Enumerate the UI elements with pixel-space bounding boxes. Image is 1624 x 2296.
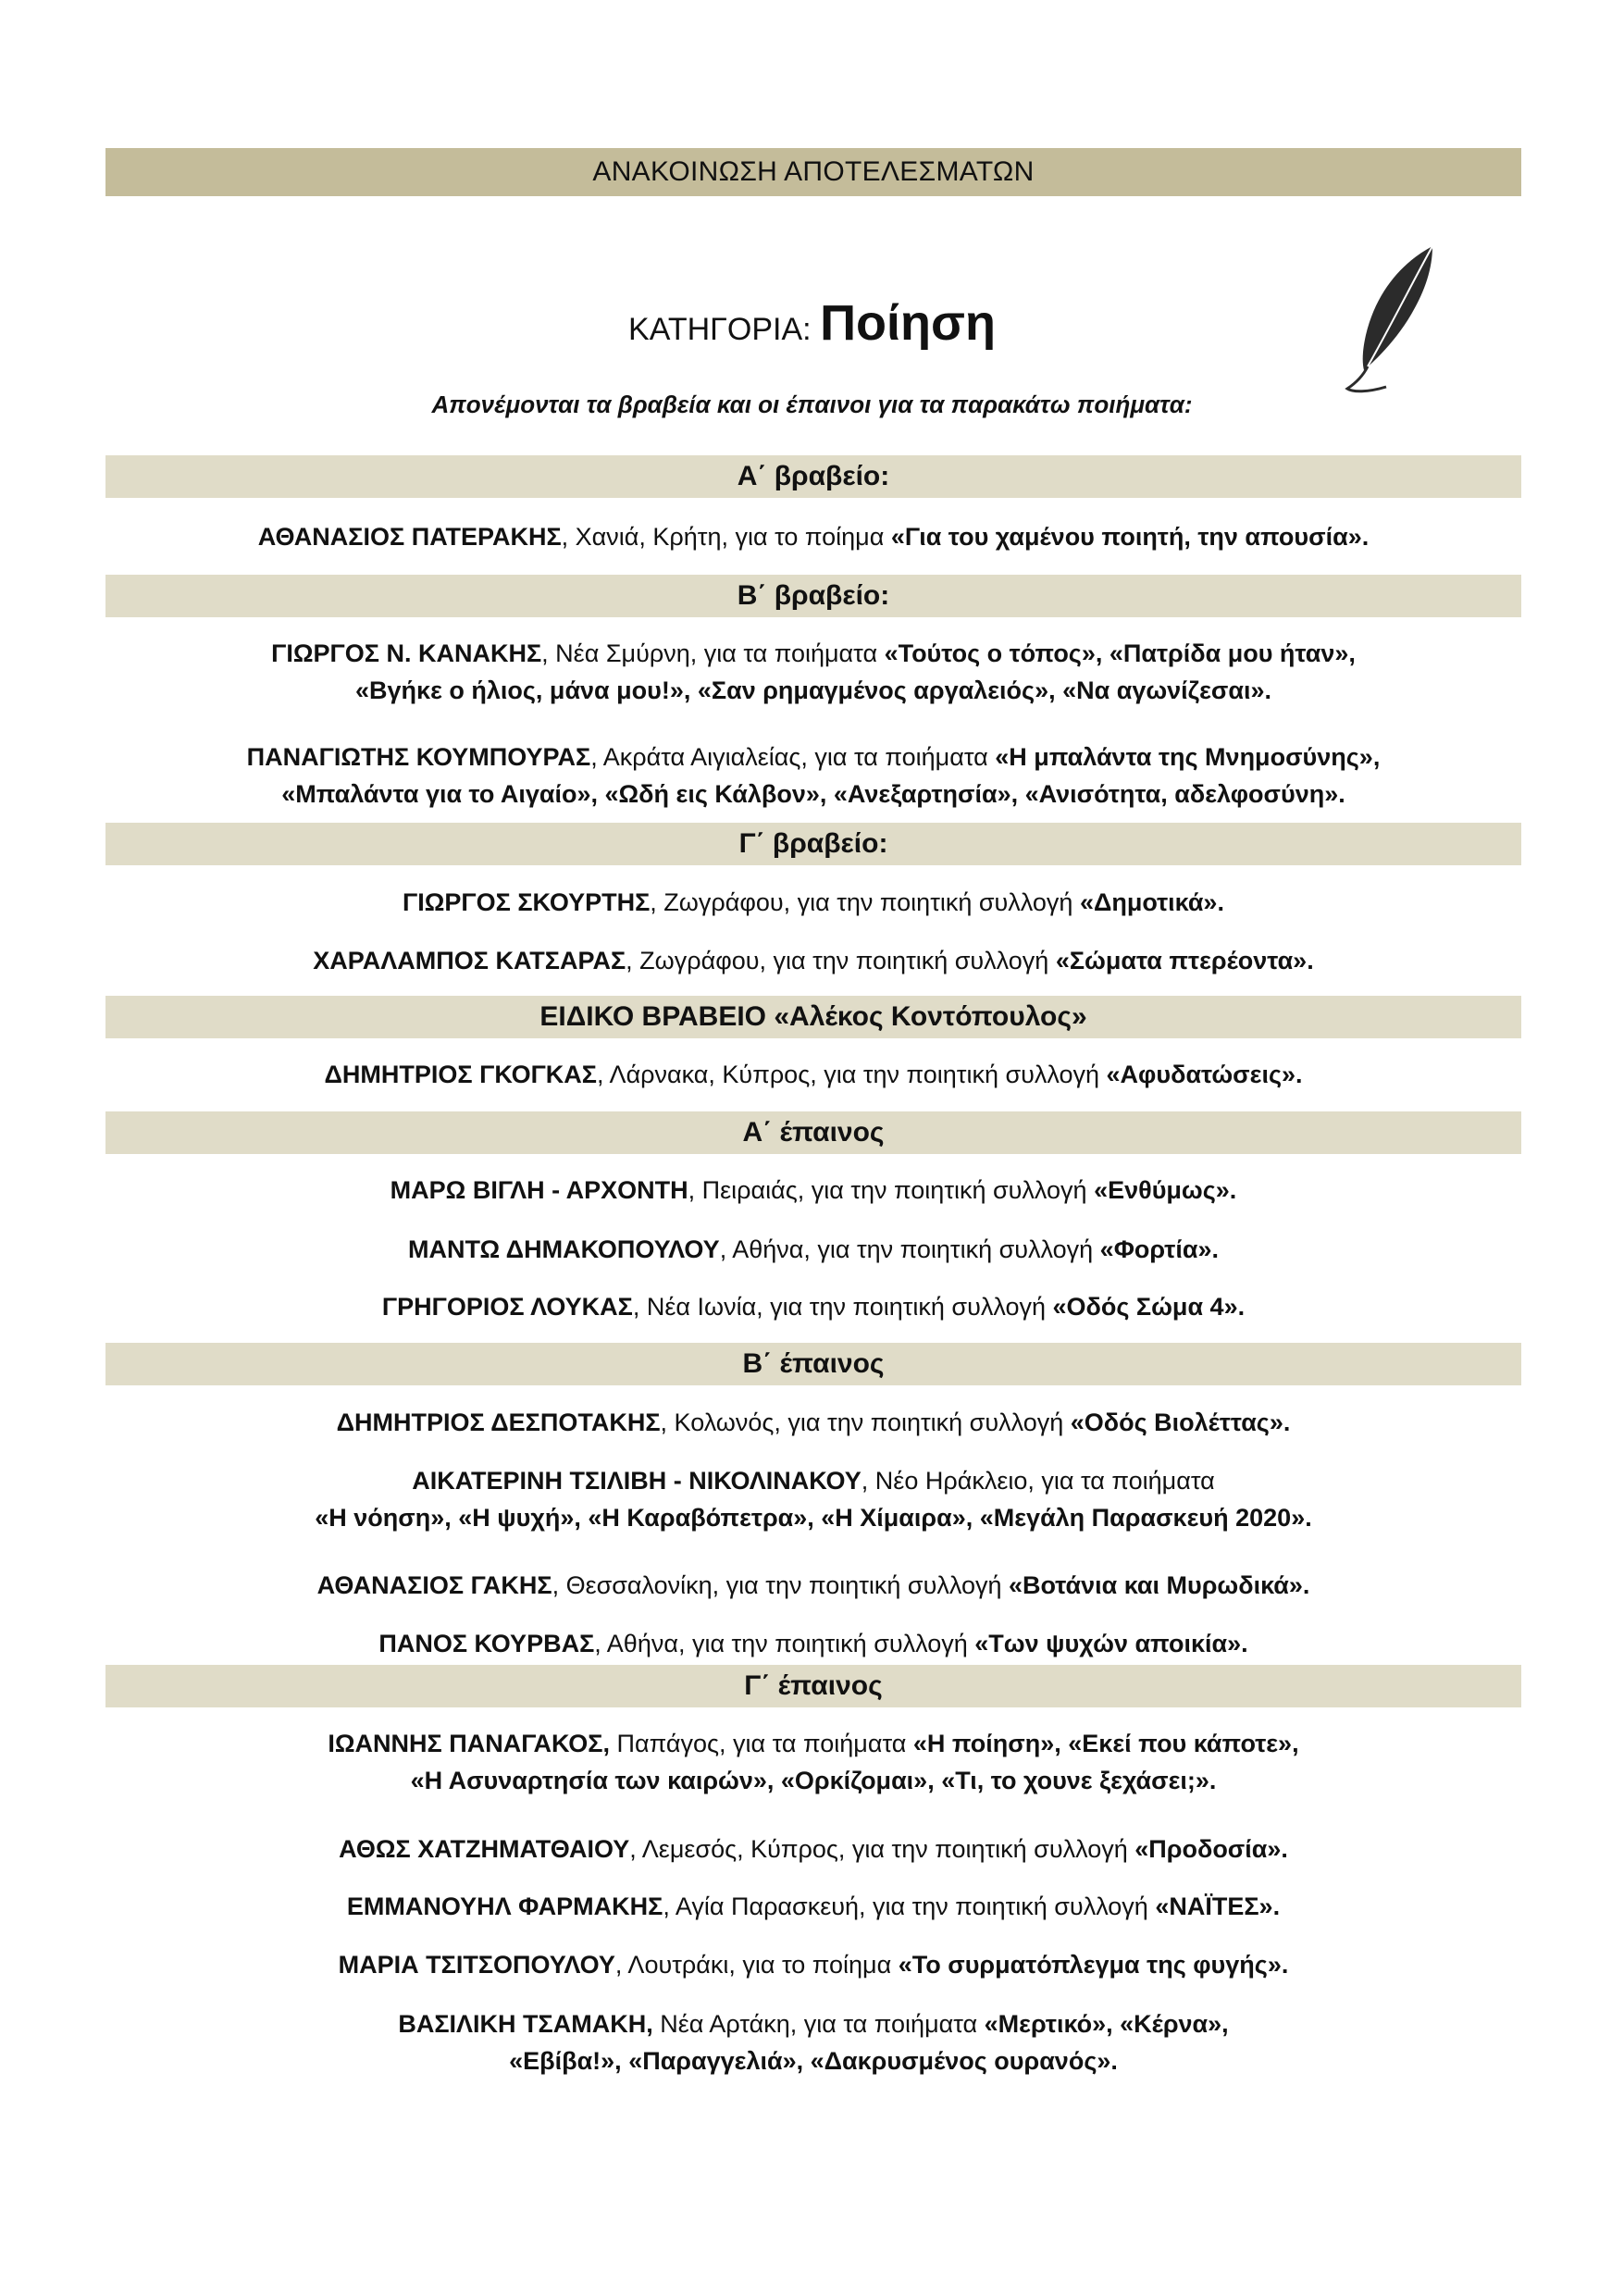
work-titles: «Για του χαμένου ποιητή, την απουσία». <box>890 523 1370 551</box>
winner-name: ΔΗΜΗΤΡΙΟΣ ΔΕΣΠΟΤΑΚΗΣ <box>336 1409 661 1436</box>
work-titles: «Οδός Βιολέττας». <box>1070 1409 1291 1436</box>
category-name: Ποίηση <box>820 295 996 351</box>
entry-line <box>105 2042 1521 2079</box>
section-header <box>105 1111 1521 1154</box>
section-header <box>105 575 1521 617</box>
award-entry <box>105 635 1521 709</box>
award-entry <box>105 1231 1521 1268</box>
award-entry <box>105 1288 1521 1325</box>
work-titles: «Τούτος ο τόπος», «Πατρίδα μου ήταν», <box>884 639 1356 667</box>
category-label: ΚΑΤΗΓΟΡΙΑ: <box>628 312 812 347</box>
work-titles: «Σώματα πτερέοντα». <box>1055 947 1314 974</box>
work-titles: «Μπαλάντα για το Αιγαίο», «Ωδή εις Κάλβον», «Ανεξαρτησία», «Ανισότητα, αδελφοσύνη». <box>281 780 1345 808</box>
section-title: Γ΄ έπαινος <box>744 1670 883 1701</box>
entry-details: , Νέα Ιωνία, για την ποιητική συλλογή <box>632 1293 1053 1321</box>
award-entry <box>105 1946 1521 1983</box>
entry-details: , Νέα Σμύρνη, για τα ποιήματα <box>541 639 885 667</box>
work-titles: «Αφυδατώσεις». <box>1106 1061 1303 1088</box>
entry-line <box>105 1762 1521 1799</box>
entry-details: , Ακράτα Αιγιαλείας, για τα ποιήματα <box>590 743 996 771</box>
winner-name: ΑΘΑΝΑΣΙΟΣ ΠΑΤΕΡΑΚΗΣ <box>257 523 562 551</box>
section-header <box>105 823 1521 865</box>
award-entry <box>105 1725 1521 1799</box>
work-titles: «Δημοτικά». <box>1079 888 1224 916</box>
award-entry <box>105 2005 1521 2079</box>
winner-name: ΠΑΝΟΣ ΚΟΥΡΒΑΣ <box>378 1630 595 1657</box>
entry-line <box>105 1725 1521 1762</box>
winner-name: ΧΑΡΑΛΑΜΠΟΣ ΚΑΤΣΑΡΑΣ <box>313 947 626 974</box>
entry-details: , Λάρνακα, Κύπρος, για την ποιητική συλλογή <box>597 1061 1107 1088</box>
entry-line <box>105 1172 1521 1209</box>
entry-line <box>105 635 1521 672</box>
award-entry <box>105 1888 1521 1925</box>
entry-details: , Κολωνός, για την ποιητική συλλογή <box>660 1409 1071 1436</box>
header-banner <box>105 148 1521 196</box>
award-entry <box>105 1831 1521 1868</box>
entry-line <box>105 1946 1521 1983</box>
entry-line <box>105 884 1521 921</box>
winner-name: ΜΑΡΙΑ ΤΣΙΤΣΟΠΟΥΛΟΥ <box>338 1951 615 1979</box>
work-titles: «ΝΑΪΤΕΣ». <box>1155 1893 1281 1920</box>
entry-details: , Ζωγράφου, για την ποιητική συλλογή <box>650 888 1080 916</box>
section-header <box>105 996 1521 1038</box>
award-entry <box>105 942 1521 979</box>
entry-line <box>105 672 1521 709</box>
winner-name: ΓΙΩΡΓΟΣ ΣΚΟΥΡΤΗΣ <box>403 888 651 916</box>
entry-line <box>105 1462 1521 1499</box>
section-title: ΕΙΔΙΚΟ ΒΡΑΒΕΙΟ «Αλέκος Κοντόπουλος» <box>539 1001 1087 1032</box>
entry-details: , Χανιά, Κρήτη, για το ποίημα <box>561 523 891 551</box>
entry-details: , Θεσσαλονίκη, για την ποιητική συλλογή <box>552 1571 1009 1599</box>
page-title: ΑΝΑΚΟΙΝΩΣΗ ΑΠΟΤΕΛΕΣΜΑΤΩΝ <box>592 156 1035 187</box>
work-titles: «Η ποίηση», «Εκεί που κάποτε», <box>912 1730 1299 1757</box>
section-title: Β΄ βραβείο: <box>737 580 890 611</box>
work-titles: «Οδός Σώμα 4». <box>1052 1293 1246 1321</box>
entry-details: Παπάγος, για τα ποιήματα <box>610 1730 913 1757</box>
work-titles: «Φορτία». <box>1099 1235 1219 1263</box>
entry-line <box>105 1888 1521 1925</box>
award-entry <box>105 518 1521 555</box>
section-header <box>105 1665 1521 1707</box>
section-title: Α΄ έπαινος <box>742 1117 885 1148</box>
winner-name: ΑΙΚΑΤΕΡΙΝΗ ΤΣΙΛΙΒΗ - ΝΙΚΟΛΙΝΑΚΟΥ <box>412 1467 862 1495</box>
work-titles: «Βοτάνια και Μυρωδικά». <box>1008 1571 1310 1599</box>
section-header <box>105 1343 1521 1385</box>
winner-name: ΑΘΑΝΑΣΙΟΣ ΓΑΚΗΣ <box>316 1571 552 1599</box>
work-titles: «Των ψυχών αποικία». <box>974 1630 1248 1657</box>
award-entry <box>105 1404 1521 1441</box>
award-entry <box>105 1056 1521 1093</box>
section-title: Α΄ βραβείο: <box>737 461 890 491</box>
entry-line <box>105 776 1521 813</box>
entry-details: , Αγία Παρασκευή, για την ποιητική συλλογή <box>663 1893 1156 1920</box>
work-titles: «Ενθύμως». <box>1094 1176 1237 1204</box>
award-entry <box>105 884 1521 921</box>
section-title: Β΄ έπαινος <box>742 1348 885 1379</box>
work-titles: «Η νόηση», «Η ψυχή», «Η Καραβόπετρα», «Η Χίμαιρα», «Μεγάλη Παρασκευή 2020». <box>315 1504 1312 1532</box>
entry-details: Νέα Αρτάκη, για τα ποιήματα <box>652 2010 985 2038</box>
winner-name: ΠΑΝΑΓΙΩΤΗΣ ΚΟΥΜΠΟΥΡΑΣ <box>246 743 591 771</box>
entry-details: , Νέο Ηράκλειο, για τα ποιήματα <box>861 1467 1215 1495</box>
winner-name: ΑΘΩΣ ΧΑΤΖΗΜΑΤΘΑΙΟΥ <box>339 1835 630 1863</box>
award-entry <box>105 738 1521 813</box>
entry-details: , Λουτράκι, για το ποίημα <box>614 1951 899 1979</box>
winner-name: ΜΑΡΩ ΒΙΓΛΗ - ΑΡΧΟΝΤΗ <box>390 1176 688 1204</box>
section-title: Γ΄ βραβείο: <box>738 828 888 859</box>
entry-details: , Αθήνα, για την ποιητική συλλογή <box>719 1235 1100 1263</box>
entry-line <box>105 1231 1521 1268</box>
winner-name: ΔΗΜΗΤΡΙΟΣ ΓΚΟΓΚΑΣ <box>324 1061 598 1088</box>
award-entry <box>105 1567 1521 1604</box>
intro-text: Απονέμονται τα βραβεία και οι έπαινοι για τα παρακάτω ποιήματα: <box>431 391 1193 418</box>
entry-line <box>105 1404 1521 1441</box>
work-titles: «Η Ασυναρτησία των καιρών», «Ορκίζομαι», «Τι, το χουνε ξεχάσει;». <box>410 1767 1217 1794</box>
work-titles: «Μερτικό», «Κέρνα», <box>984 2010 1229 2038</box>
work-titles: «Εβίβα!», «Παραγγελιά», «Δακρυσμένος ουρανός». <box>509 2047 1118 2075</box>
winner-name: ΒΑΣΙΛΙΚΗ ΤΣΑΜΑΚΗ, <box>398 2010 653 2038</box>
section-header <box>105 455 1521 498</box>
entry-line <box>105 518 1521 555</box>
entry-line <box>105 1625 1521 1662</box>
entry-details: , Ζωγράφου, για την ποιητική συλλογή <box>626 947 1056 974</box>
winner-name: ΓΡΗΓΟΡΙΟΣ ΛΟΥΚΑΣ <box>381 1293 633 1321</box>
work-titles: «Βγήκε ο ήλιος, μάνα μου!», «Σαν ρημαγμένος αργαλειός», «Να αγωνίζεσαι». <box>354 676 1271 704</box>
winner-name: ΓΙΩΡΓΟΣ Ν. ΚΑΝΑΚΗΣ <box>271 639 542 667</box>
winner-name: ΙΩΑΝΝΗΣ ΠΑΝΑΓΑΚΟΣ, <box>328 1730 610 1757</box>
award-entry <box>105 1625 1521 1662</box>
entry-line <box>105 1831 1521 1868</box>
winner-name: ΕΜΜΑΝΟΥΗΛ ΦΑΡΜΑΚΗΣ <box>346 1893 663 1920</box>
entry-details: , Αθήνα, για την ποιητική συλλογή <box>594 1630 975 1657</box>
entry-line <box>105 1056 1521 1093</box>
work-titles: «Η μπαλάντα της Μνημοσύνης», <box>995 743 1381 771</box>
work-titles: «Το συρματόπλεγμα της φυγής». <box>898 1951 1289 1979</box>
entry-details: , Πειραιάς, για την ποιητική συλλογή <box>688 1176 1095 1204</box>
award-entry <box>105 1172 1521 1209</box>
entry-line <box>105 1288 1521 1325</box>
award-entry <box>105 1462 1521 1536</box>
entry-line <box>105 942 1521 979</box>
entry-details: , Λεμεσός, Κύπρος, για την ποιητική συλλογή <box>629 1835 1135 1863</box>
entry-line <box>105 1499 1521 1536</box>
entry-line <box>105 738 1521 776</box>
entry-line <box>105 1567 1521 1604</box>
work-titles: «Προδοσία». <box>1134 1835 1288 1863</box>
winner-name: ΜΑΝΤΩ ΔΗΜΑΚΟΠΟΥΛΟΥ <box>408 1235 720 1263</box>
quill-icon <box>1340 242 1442 398</box>
entry-line <box>105 2005 1521 2042</box>
